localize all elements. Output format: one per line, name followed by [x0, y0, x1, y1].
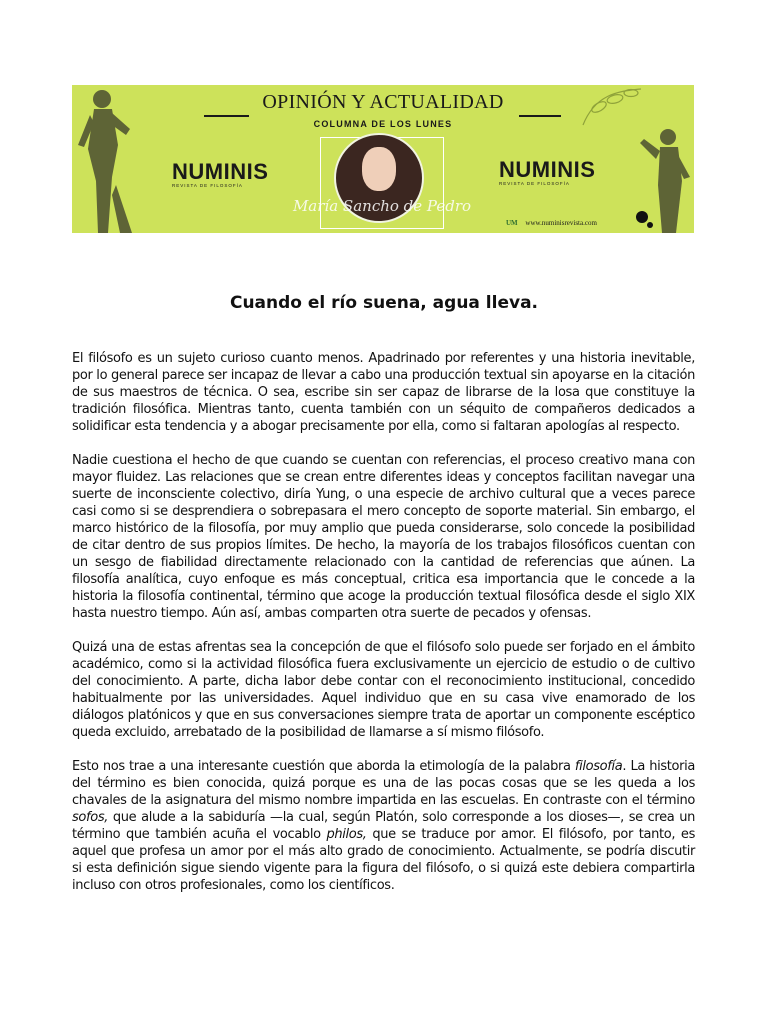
term-sofos: sofos,	[72, 810, 109, 825]
term-filosofia: filosofía	[574, 759, 623, 774]
website-link[interactable]: www.numinisrevista.com	[525, 219, 597, 227]
title-rule-left	[204, 115, 249, 117]
paragraph-4	[72, 758, 695, 894]
banner-title: OPINIÓN Y ACTUALIDAD	[262, 91, 504, 113]
paragraph-1: El filósofo es un sujeto curioso cuanto menos. Apadrinado por referentes y una historia inevitable, por lo general parece ser incapaz de llevar a cabo una producción textual sin apoyarse en la citación de sus maestros de técnica. O sea, escribe sin ser capaz de librarse de la losa que constituye la tradición filosófica. Mientras tanto, cuenta también con un séquito de compañeros dedicados a solidificar esta tendencia y a abogar precisamente por ella, como si faltaran apologías al respecto.	[72, 351, 695, 434]
logo-tagline: REVISTA DE FILOSOFÍA	[172, 183, 243, 188]
logo-name: NUMINIS	[499, 157, 596, 182]
header-banner	[72, 85, 694, 233]
title-rule-right	[519, 115, 561, 117]
paragraph-3: Quizá una de estas afrentas sea la concepción de que el filósofo solo puede ser forjado en el ámbito académico, como si la actividad filosófica fuera exclusivamente un ejercicio de estudio o de cultivo del conocimiento. A parte, dicha labor debe contar con el reconocimiento institucional, concedido habitualmente por las universidades. Aquel individuo que en su casa vive enamorado de los diálogos platónicos y que en sus conversaciones siempre trata de aportar un componente escéptico queda excluido, arrebatado de la posibilidad de llamarse a sí mismo filósofo.	[72, 640, 695, 740]
paragraph-4-text: que se traduce por amor. El filósofo, por tanto, es aquel que profesa un amor por el más alto grado de conocimiento. Actualmente, se podría discutir si esta definición sigue siendo vigente para la figura del filósofo, o si quizá este debiera compartirla incluso con otros profesionales, como los científicos.	[72, 827, 696, 893]
partner-logo: UM	[506, 219, 518, 227]
article-title: Cuando el río suena, agua lleva.	[229, 293, 539, 313]
article-body	[72, 350, 695, 911]
author-signature: María Sancho de Pedro	[292, 197, 472, 215]
paragraph-4-text: que alude a la sabiduría —la cual, según Platón, solo corresponde a los dioses—, se crea un término que también acuña el vocablo	[72, 810, 695, 842]
numinis-logo-left	[172, 159, 268, 188]
logo-tagline: REVISTA DE FILOSOFÍA	[499, 181, 570, 186]
paragraph-4-text: . La historia del término es bien conocida, quizá porque es una de las pocas cosas que se les queda a los chavales de la asignatura del mismo nombre impartida en las escuelas. En contraste con el término	[72, 759, 696, 808]
logo-name: NUMINIS	[172, 159, 269, 184]
paragraph-2: Nadie cuestiona el hecho de que cuando se cuentan con referencias, el proceso creativo mana con mayor fluidez. Las relaciones que se crean entre diferentes ideas y conceptos facilitan navegar una suerte de inconsciente colectivo, diría Yung, o una especie de archivo cultural que a veces parece casi como si se desprendiera o sobrepasara el mero concepto de soporte material. Sin embargo, el marco histórico de la filosofía, por muy amplio que pueda considerarse, solo concede la posibilidad de citar dentro de sus propios límites. De hecho, la mayoría de los trabajos filosóficos cuentan con un sesgo de fiabilidad directamente relacionado con la cantidad de referencias que aúnen. La filosofía analítica, cuyo enfoque es más conceptual, critica esa importancia que le concede a la historia la filosofía continental, término que acoge la producción textual filosófica desde el siglo XIX hasta nuestro tiempo. Aún así, ambas comparten otra suerte de pecados y ofensas.	[72, 453, 695, 621]
author-portrait-face	[362, 147, 396, 191]
term-philos: philos,	[326, 827, 367, 842]
banner-subtitle: COLUMNA DE LOS LUNES	[313, 119, 453, 129]
numinis-logo-right	[499, 157, 595, 186]
paragraph-4-text: Esto nos trae a una interesante cuestión que aborda la etimología de la palabra	[72, 759, 575, 774]
banner-footer	[506, 219, 686, 227]
greek-statue-right-icon	[632, 125, 694, 233]
